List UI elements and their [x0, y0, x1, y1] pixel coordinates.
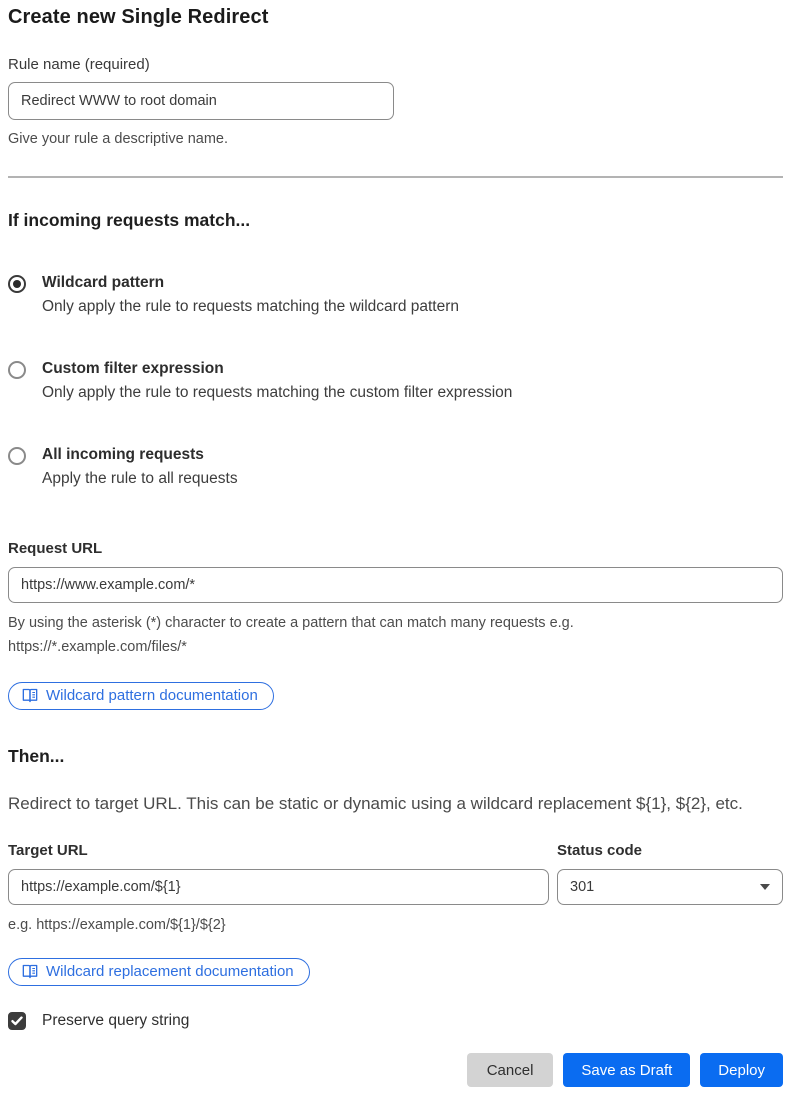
chevron-down-icon	[760, 884, 770, 890]
rule-name-help: Give your rule a descriptive name.	[8, 131, 229, 147]
match-section-heading: If incoming requests match...	[8, 210, 251, 230]
match-type-radio-group	[8, 274, 783, 488]
preserve-query-label: Preserve query string	[42, 1012, 190, 1029]
status-code-column	[557, 842, 783, 937]
request-url-help	[8, 611, 783, 659]
status-code-selected-value: 301	[570, 879, 595, 895]
target-url-column	[8, 842, 549, 937]
radio-option-label: All incoming requests	[42, 446, 204, 463]
radio-option-wildcard-pattern[interactable]	[8, 274, 783, 316]
then-section-description: Redirect to target URL. This can be static or dynamic using a wildcard replacement ${1}, ${2}, etc.	[8, 794, 743, 813]
radio-button-icon[interactable]	[8, 275, 26, 293]
rule-name-input[interactable]	[8, 82, 394, 120]
request-url-input[interactable]	[8, 567, 783, 603]
radio-option-all-incoming-requests[interactable]	[8, 446, 783, 488]
target-and-status-row	[8, 842, 783, 937]
target-url-input[interactable]	[8, 869, 549, 905]
section-divider	[8, 176, 783, 178]
request-url-help-line1: By using the asterisk (*) character to create a pattern that can match many requests e.g.	[8, 615, 574, 631]
radio-button-icon[interactable]	[8, 361, 26, 379]
doc-button-label: Wildcard replacement documentation	[46, 963, 294, 980]
save-as-draft-button[interactable]: Save as Draft	[563, 1053, 690, 1087]
radio-option-description: Apply the rule to all requests	[42, 470, 238, 487]
radio-option-description: Only apply the rule to requests matching the wildcard pattern	[42, 298, 460, 315]
preserve-query-string-row[interactable]	[8, 1012, 783, 1030]
status-code-label: Status code	[557, 842, 643, 859]
book-icon	[22, 688, 38, 703]
request-url-help-line2: https://*.example.com/files/*	[8, 639, 187, 655]
preserve-query-checkbox[interactable]	[8, 1012, 26, 1030]
cancel-button[interactable]: Cancel	[467, 1053, 554, 1087]
deploy-button[interactable]: Deploy	[700, 1053, 783, 1087]
rule-name-label: Rule name (required)	[8, 56, 150, 73]
radio-option-label: Custom filter expression	[42, 360, 224, 377]
form-actions	[8, 1053, 783, 1087]
request-url-section	[8, 540, 783, 710]
target-url-label: Target URL	[8, 842, 88, 859]
check-icon	[11, 1016, 23, 1026]
radio-option-label: Wildcard pattern	[42, 274, 165, 291]
wildcard-pattern-docs-button[interactable]	[8, 682, 274, 710]
page-title: Create new Single Redirect	[8, 6, 269, 28]
target-url-help: e.g. https://example.com/${1}/${2}	[8, 917, 226, 933]
radio-button-icon[interactable]	[8, 447, 26, 465]
book-icon	[22, 964, 38, 979]
radio-option-description: Only apply the rule to requests matching the custom filter expression	[42, 384, 513, 401]
request-url-label: Request URL	[8, 540, 103, 557]
radio-option-custom-filter-expression[interactable]	[8, 360, 783, 402]
status-code-select[interactable]	[557, 869, 783, 905]
doc-button-label: Wildcard pattern documentation	[46, 687, 258, 704]
wildcard-replacement-docs-button[interactable]	[8, 958, 310, 986]
then-section-heading: Then...	[8, 746, 65, 766]
